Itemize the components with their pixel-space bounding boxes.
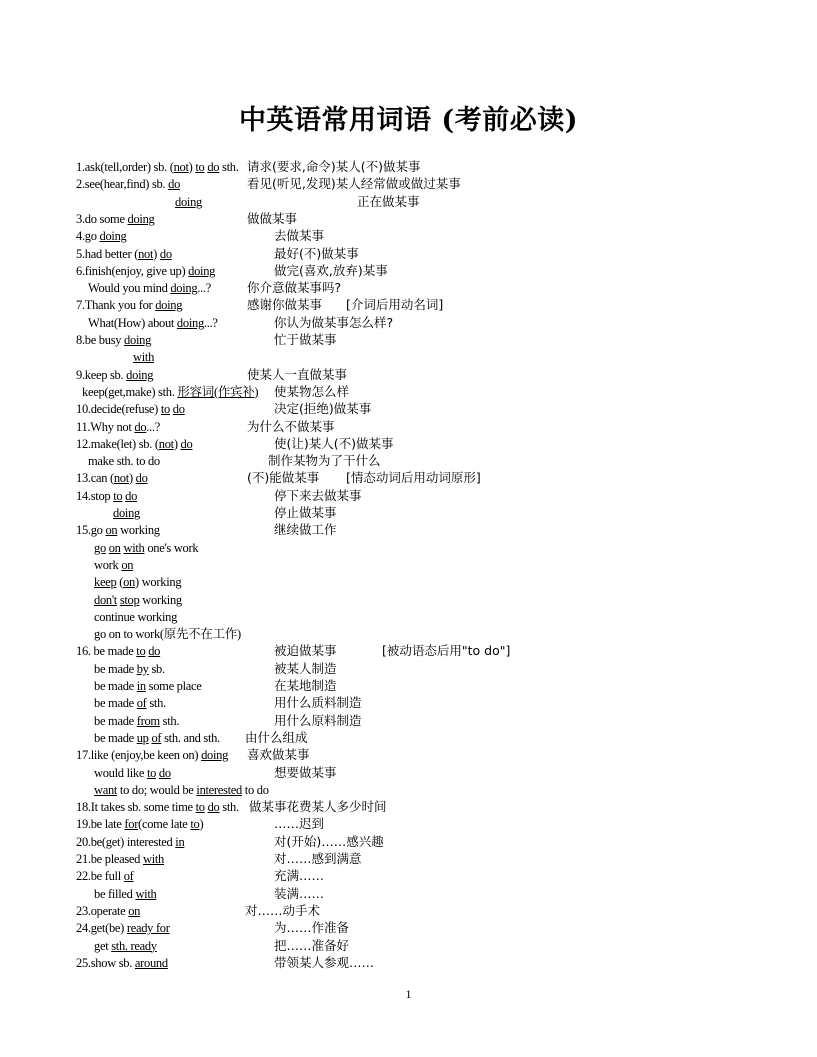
- chinese-meaning: 对(开始)……感兴趣: [274, 833, 384, 849]
- chinese-meaning: 被某人制造: [274, 660, 337, 676]
- english-phrase: go on with one's work: [94, 540, 199, 555]
- chinese-meaning: 装满……: [274, 885, 325, 901]
- chinese-meaning: 使(让)某人(不)做某事: [274, 435, 394, 451]
- chinese-meaning: 忙于做某事: [274, 332, 337, 347]
- list-item: [0, 418, 817, 436]
- list-item: [0, 245, 817, 263]
- list-item: [0, 348, 817, 366]
- page-title: 中英语常用词语 (考前必读): [239, 105, 578, 136]
- english-phrase: go on to work(原先不在工作): [94, 627, 241, 642]
- english-phrase: 22.be full of: [76, 869, 134, 884]
- chinese-meaning: 使某物怎么样: [274, 383, 350, 399]
- list-item: [0, 885, 817, 903]
- list-item: [0, 954, 817, 972]
- grammar-note: [介词后用动名词]: [346, 297, 444, 313]
- chinese-meaning: 继续做工作: [274, 522, 337, 538]
- english-phrase: 21.be pleased with: [76, 852, 164, 866]
- english-phrase: be made from sth.: [94, 713, 180, 728]
- english-phrase: 24.get(be) ready for: [76, 921, 170, 936]
- list-item: [0, 694, 817, 712]
- english-phrase: 9.keep sb. doing: [76, 367, 154, 382]
- english-phrase: 17.like (enjoy,be keen on) doing: [76, 748, 229, 763]
- chinese-meaning: 最好(不)做某事: [274, 245, 359, 261]
- list-item: [0, 919, 817, 937]
- english-phrase: 2.see(hear,find) sb. do: [76, 177, 181, 192]
- english-phrase: 18.It takes sb. some time to do sth.: [76, 800, 239, 815]
- chinese-meaning: 对……感到满意: [274, 851, 362, 866]
- chinese-meaning: 被迫做某事: [274, 643, 337, 659]
- list-item: [0, 902, 817, 920]
- list-item: [0, 210, 817, 228]
- list-item: [0, 764, 817, 782]
- list-item: [0, 487, 817, 505]
- list-item: [0, 331, 817, 349]
- english-phrase: keep (on) working: [94, 575, 182, 590]
- list-item: [0, 504, 817, 522]
- list-item: [0, 158, 817, 176]
- list-item: [0, 556, 817, 574]
- list-item: [0, 296, 817, 314]
- english-phrase: be made in some place: [94, 679, 202, 693]
- chinese-meaning: 想要做某事: [274, 764, 337, 780]
- list-item: [0, 435, 817, 453]
- chinese-meaning: 请求(要求,命令)某人(不)做某事: [247, 159, 421, 174]
- list-item: [0, 591, 817, 609]
- chinese-meaning: 决定(拒绝)做某事: [274, 401, 372, 417]
- list-item: [0, 729, 817, 747]
- english-phrase: What(How) about doing...?: [88, 315, 218, 330]
- english-phrase: 15.go on working: [76, 523, 160, 538]
- list-item: [0, 262, 817, 280]
- list-item: [0, 677, 817, 695]
- english-phrase: 8.be busy doing: [76, 333, 152, 347]
- english-phrase: 25.show sb. around: [76, 955, 168, 970]
- english-phrase: 12.make(let) sb. (not) do: [76, 436, 193, 451]
- list-item: [0, 746, 817, 764]
- english-phrase: 16. be made to do: [76, 644, 161, 659]
- english-phrase: 3.do some doing: [76, 211, 155, 226]
- english-phrase: be made up of sth. and sth.: [94, 730, 220, 745]
- chinese-meaning: 对……动手术: [245, 902, 321, 918]
- grammar-note: [被动语态后用"to do"]: [382, 643, 511, 659]
- chinese-meaning: 用什么原料制造: [274, 712, 362, 728]
- list-item: [0, 937, 817, 955]
- english-phrase: 5.had better (not) do: [76, 246, 172, 261]
- chinese-meaning: (不)能做某事: [247, 470, 320, 486]
- chinese-meaning: 充满……: [274, 868, 325, 884]
- english-phrase: 19.be late for(come late to): [76, 817, 204, 832]
- chinese-meaning: 带领某人参观……: [274, 954, 375, 970]
- list-item: [0, 850, 817, 868]
- chinese-meaning: 你介意做某事吗?: [247, 280, 342, 296]
- english-phrase: get sth. ready: [94, 938, 157, 953]
- list-item: [0, 798, 817, 816]
- english-phrase: 4.go doing: [76, 229, 127, 244]
- list-item: [0, 469, 817, 487]
- chinese-meaning: 做完(喜欢,放弃)某事: [274, 262, 388, 278]
- english-phrase: 6.finish(enjoy, give up) doing: [76, 263, 216, 278]
- english-phrase: keep(get,make) sth. 形容词(作宾补): [82, 384, 259, 399]
- chinese-meaning: 你认为做某事怎么样?: [274, 314, 394, 330]
- list-item: [0, 712, 817, 730]
- chinese-meaning: 正在做某事: [357, 193, 420, 209]
- english-phrase: Would you mind doing...?: [88, 281, 212, 296]
- english-phrase: 20.be(get) interested in: [76, 834, 185, 849]
- english-phrase: work on: [94, 557, 134, 572]
- list-item: [0, 539, 817, 557]
- chinese-meaning: 把……准备好: [274, 937, 350, 953]
- list-item: [0, 314, 817, 332]
- grammar-note: [情态动词后用动词原形]: [346, 470, 481, 486]
- list-item: [0, 366, 817, 384]
- list-item: [0, 175, 817, 193]
- list-item: [0, 660, 817, 678]
- chinese-meaning: 使某人一直做某事: [247, 366, 348, 382]
- english-phrase: don't stop working: [94, 592, 182, 607]
- list-item: [0, 642, 817, 660]
- chinese-meaning: 去做某事: [274, 228, 325, 244]
- english-phrase: continue working: [94, 609, 178, 624]
- chinese-meaning: 用什么质料制造: [274, 695, 362, 711]
- chinese-meaning: 在某地制造: [274, 678, 337, 693]
- chinese-meaning: ……迟到: [274, 816, 325, 832]
- english-phrase: 13.can (not) do: [76, 471, 148, 486]
- chinese-meaning: 停止做某事: [274, 505, 337, 520]
- chinese-meaning: 喜欢做某事: [247, 747, 310, 763]
- english-phrase: 11.Why not do...?: [76, 419, 161, 434]
- english-phrase: 14.stop to do: [76, 488, 138, 503]
- chinese-meaning: 做某事花费某人多少时间: [249, 799, 387, 815]
- english-phrase: 23.operate on: [76, 903, 141, 918]
- chinese-meaning: 为……作准备: [274, 920, 350, 936]
- list-item: [0, 452, 817, 470]
- chinese-meaning: 看见(听见,发现)某人经常做或做过某事: [247, 176, 461, 192]
- list-item: [0, 227, 817, 245]
- english-phrase: make sth. to do: [88, 454, 160, 469]
- english-phrase: doing: [175, 194, 202, 209]
- page-number: 1: [405, 987, 412, 1001]
- list-item: [0, 608, 817, 626]
- english-phrase: be made by sb.: [94, 661, 165, 676]
- english-phrase: 10.decide(refuse) to do: [76, 402, 185, 417]
- english-phrase: 7.Thank you for doing: [76, 298, 183, 313]
- chinese-meaning: 停下来去做某事: [274, 487, 362, 503]
- chinese-meaning: 做做某事: [247, 210, 298, 226]
- list-item: [0, 625, 817, 643]
- chinese-meaning: 为什么不做某事: [247, 418, 335, 434]
- list-item: [0, 833, 817, 851]
- list-item: [0, 279, 817, 297]
- chinese-meaning: 制作某物为了干什么: [268, 453, 381, 469]
- list-item: [0, 573, 817, 591]
- english-phrase: 1.ask(tell,order) sb. (not) to do sth.: [76, 160, 239, 174]
- list-item: [0, 815, 817, 833]
- english-phrase: would like to do: [94, 765, 171, 780]
- list-item: [0, 400, 817, 418]
- english-phrase: want to do; would be interested to do: [94, 782, 269, 797]
- english-phrase: doing: [113, 506, 140, 520]
- chinese-meaning: 由什么组成: [245, 729, 308, 745]
- english-phrase: be filled with: [94, 886, 157, 901]
- list-item: [0, 383, 817, 401]
- list-item: [0, 521, 817, 539]
- english-phrase: be made of sth.: [94, 696, 166, 711]
- list-item: [0, 193, 817, 211]
- chinese-meaning: 感谢你做某事: [247, 297, 323, 313]
- list-item: [0, 867, 817, 885]
- english-phrase: with: [133, 350, 155, 365]
- list-item: [0, 781, 817, 799]
